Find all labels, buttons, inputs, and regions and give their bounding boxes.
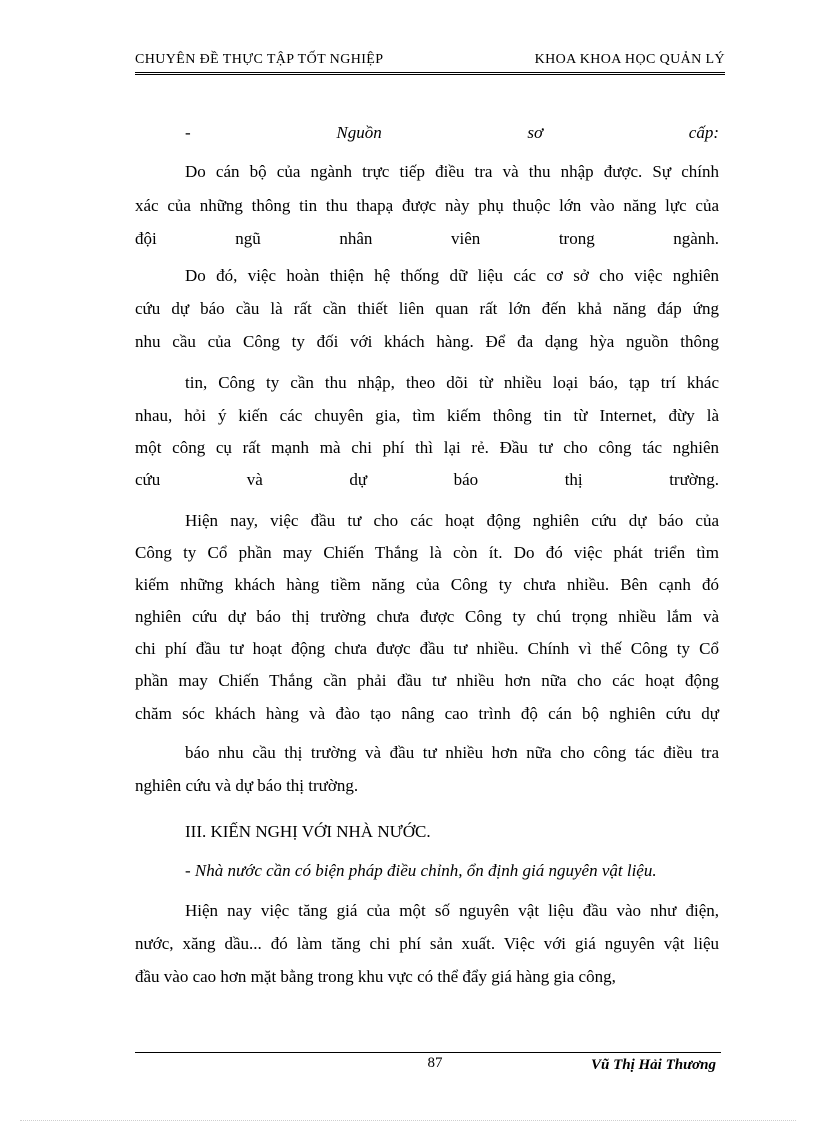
paragraph-line: kiếm những khách hàng tiềm năng của Công ty chưa nhiều. Bên cạnh đó bbox=[135, 575, 719, 594]
page-number: 87 bbox=[427, 1055, 443, 1071]
paragraph-line: nghiên cứu dự báo thị trường chưa được Công ty chú trọng nhiều lắm và bbox=[135, 607, 719, 626]
paragraph-line: báo nhu cầu thị trường và đầu tư nhiều hơn nữa cho công tác điều tra bbox=[185, 743, 719, 762]
footer-rule bbox=[135, 1052, 721, 1053]
page-header bbox=[135, 50, 725, 75]
paragraph-line: Hiện nay việc tăng giá của một số nguyên vật liệu đầu vào như điện, bbox=[185, 901, 719, 920]
paragraph-line: phần may Chiến Thắng cần phải đầu tư nhiều hơn nữa cho các hoạt động bbox=[135, 671, 719, 690]
paragraph-line: Do đó, việc hoàn thiện hệ thống dữ liệu các cơ sở cho việc nghiên bbox=[185, 266, 719, 285]
italic-recommendation: - Nhà nước cần có biện pháp điều chỉnh, ổn định giá nguyên vật liệu. bbox=[185, 861, 657, 880]
paragraph-line: Công ty Cổ phần may Chiến Thắng là còn ít. Do đó việc phát triển tìm bbox=[135, 543, 719, 562]
paragraph-line: nhu cầu của Công ty đối với khách hàng. Để đa dạng hỳa nguồn thông bbox=[135, 332, 719, 351]
paragraph-line: nghiên cứu và dự báo thị trường. bbox=[135, 776, 359, 795]
paragraph-line: đầu vào cao hơn mặt bằng trong khu vực có thể đẩy giá hàng gia công, bbox=[135, 967, 616, 986]
paragraph-line: Do cán bộ của ngành trực tiếp điều tra và thu nhập được. Sự chính bbox=[185, 162, 719, 181]
header-thesis-title: CHUYÊN ĐỀ THỰC TẬP TỐT NGHIỆP bbox=[135, 52, 384, 67]
page-bottom-divider bbox=[20, 1120, 796, 1121]
source-heading: - Nguồn sơ cấp: bbox=[185, 123, 719, 142]
paragraph-line-spread: đội ngũ nhân viên trong ngành. bbox=[135, 229, 720, 248]
paragraph-line: nhau, hỏi ý kiến các chuyên gia, tìm kiếm thông tin từ Internet, đừy là bbox=[135, 406, 719, 425]
paragraph-line: Hiện nay, việc đầu tư cho các hoạt động nghiên cứu dự báo của bbox=[185, 511, 719, 530]
paragraph-line: tin, Công ty cần thu nhập, theo dõi từ nhiều loại báo, tạp trí khác bbox=[185, 373, 719, 392]
paragraph-line: cứu dự báo cầu là rất cần thiết liên quan rất lớn đến khả năng đáp ứng bbox=[135, 299, 719, 318]
paragraph-line: chăm sóc khách hàng và đào tạo nâng cao trình độ cán bộ nghiên cứu dự bbox=[135, 704, 719, 723]
footer-author: Vũ Thị Hải Thương bbox=[591, 1057, 716, 1073]
paragraph-line: chi phí đầu tư hoạt động chưa được đầu tư nhiều. Chính vì thế Công ty Cổ bbox=[135, 639, 719, 658]
paragraph-line-spread: cứu và dự báo thị trường. bbox=[135, 470, 720, 489]
section-heading: III. KIẾN NGHỊ VỚI NHÀ NƯỚC. bbox=[185, 822, 431, 841]
header-faculty-name: KHOA KHOA HỌC QUẢN LÝ bbox=[534, 52, 725, 67]
paragraph-line: nước, xăng dầu... đó làm tăng chi phí sản xuất. Việc với giá nguyên vật liệu bbox=[135, 934, 719, 953]
paragraph-line: một công cụ rất mạnh mà chi phí thì lại rẻ. Đầu tư cho công tác nghiên bbox=[135, 438, 719, 457]
paragraph-line: xác của những thông tin thu thapạ được này phụ thuộc lớn vào năng lực của bbox=[135, 196, 719, 215]
